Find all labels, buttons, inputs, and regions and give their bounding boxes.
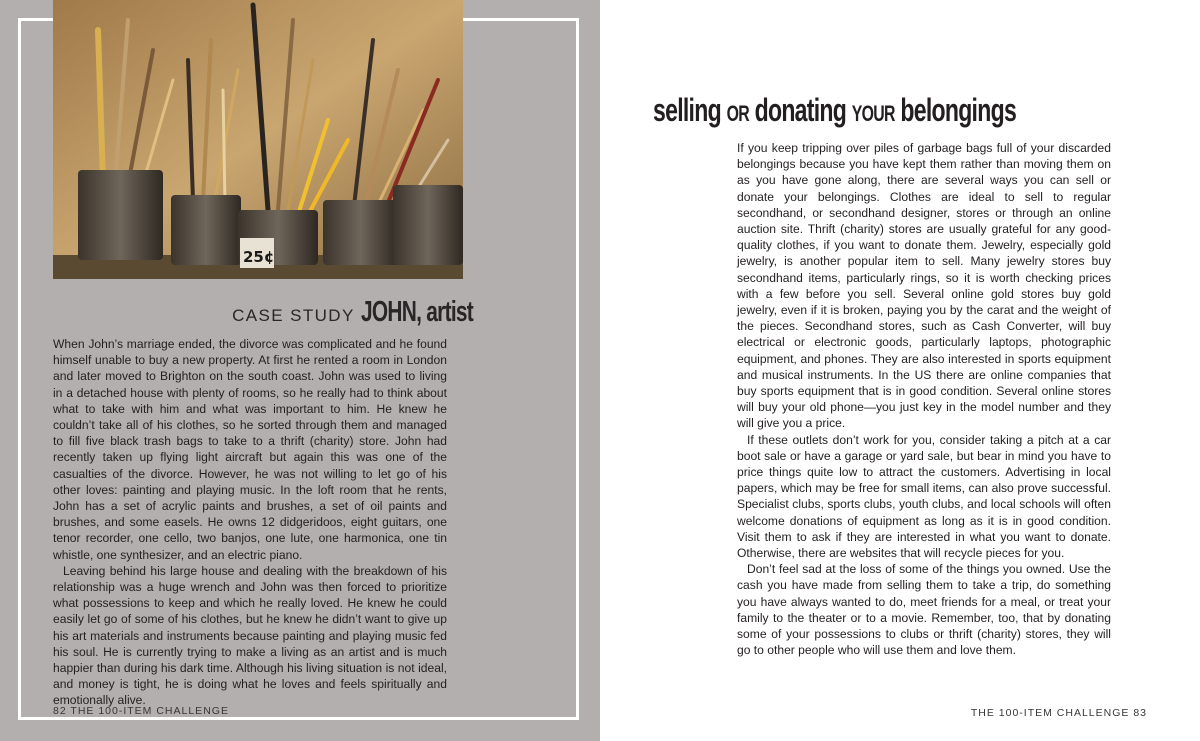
article-paragraph: If these outlets don’t work for you, consider taking a pitch at a car boot sale or have a garage or yard sale, but bear in mind you have to price things quite low to attract the customers. Advertising in local papers, which may be free for small items, can also prove successful. Specialist clubs, sports clubs, youth clubs, and local schools will often welcome donations of equipment as long as it is in good condition. Visit them to ask if they are interested in what you want to donate. Otherwise, there are websites that will recycle pieces for you. — [737, 432, 1111, 561]
page-footer-left: 82 THE 100-ITEM CHALLENGE — [53, 705, 229, 717]
case-study-title — [232, 296, 474, 329]
title-word: YOUR — [851, 101, 895, 126]
title-word: belongings — [900, 92, 1017, 128]
case-study-name: JOHN, artist — [361, 296, 474, 328]
title-word: donating — [754, 92, 847, 128]
studio-photo — [53, 0, 463, 279]
page-footer-right: THE 100-ITEM CHALLENGE 83 — [970, 707, 1147, 719]
case-study-paragraph: When John’s marriage ended, the divorce was complicated and he found himself unable to buy a new property. At first he rented a room in London and later moved to Brighton on the south coast. John was used to living in a detached house with plenty of rooms, so he really had to think about what to take with him and what was important to him. He knew he couldn’t take all of his clothes, so he sorted through them and managed to fill five black trash bags to take to a thrift (charity) store. John had recently taken up flying light aircraft but again this was one of the casualties of the divorce. However, he was not willing to let go of his other loves: painting and playing music. In the loft room that he rents, John has a set of acrylic paints and brushes, a set of oil paints and brushes, and some easels. He owns 12 didgeridoos, eight guitars, one tenor recorder, one cello, two banjos, one lute, one harmonica, one tin whistle, one synthesizer, and an electric piano. — [53, 337, 447, 562]
section-title-text — [653, 92, 1016, 129]
case-study-label: CASE STUDY — [232, 306, 355, 325]
title-word: selling — [653, 92, 721, 128]
price-tag-label: 25¢ — [243, 248, 275, 266]
article-paragraph: Don’t feel sad at the loss of some of the things you owned. Use the cash you have made from selling them to take a trip, do something you have always wanted to do, meet friends for a meal, or treat your family to the theater or to a movie. Remember, too, that by donating some of your possessions to clubs or thrift (charity) stores, they will go to other people who will use them and love them. — [737, 562, 1111, 658]
article-body — [737, 140, 1111, 659]
title-word: OR — [726, 101, 749, 126]
article-paragraph: If you keep tripping over piles of garbage bags full of your discarded belongings because you have kept them rather than moving them on as you have gone along, there are several ways you can sell or donate your belongings. Clothes are ideal to sell to regular secondhand, or secondhand designer, stores or through an online auction site. Thrift (charity) stores are usually grateful for any good-quality clothes, if you want to donate them. Jewelry, especially gold jewelry, is another popular item to sell. Many jewelry stores buy secondhand items, particularly rings, so it is worth checking prices with a few before you sell. Several online gold stores buy gold jewelry, even if it is broken, paying you by the carat and the weight of the pieces. Secondhand stores, such as Cash Converter, will buy electrical or electronic goods, particularly laptops, photographic equipment, and phones. They are also interested in sports equipment and musical instruments. In the US there are online companies that buy sports equipment that is in good condition. Several online stores will buy your old phone—you just key in the model number and they will give you a price. — [737, 141, 1111, 431]
case-study-body — [53, 336, 447, 709]
section-title — [653, 92, 1157, 129]
case-study-paragraph: Leaving behind his large house and dealing with the breakdown of his relationship was a huge wrench and John was then forced to prioritize what possessions to keep and which he really loved. He knew he could easily let go of some of his clothes, but he knew he didn’t want to give up his art materials and instruments because painting and playing music fed his soul. He is currently trying to make a living as an artist and is much happier than during his dark time. Although his living situation is not ideal, and money is tight, he is doing what he loves and feels spiritually and emotionally alive. — [53, 563, 447, 708]
